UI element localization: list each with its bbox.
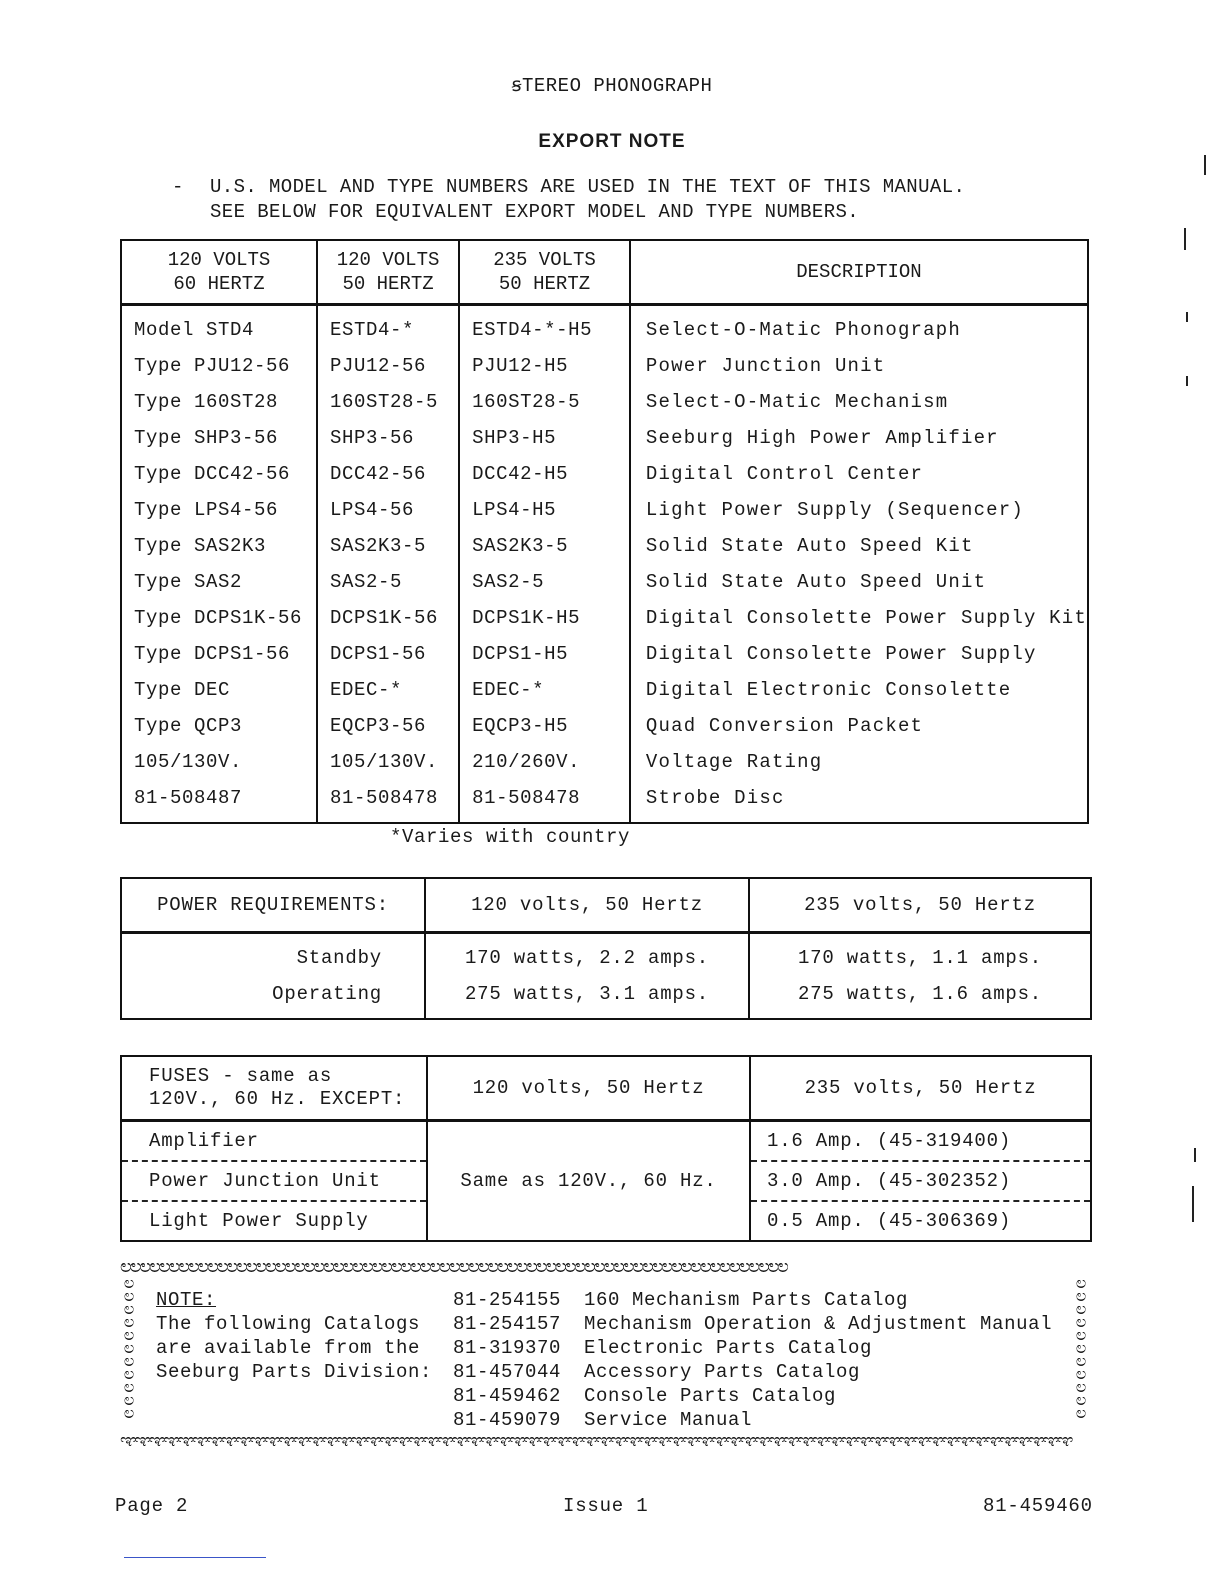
description-cell: Voltage Rating — [630, 744, 1088, 780]
section-heading: EXPORT NOTE — [538, 131, 686, 152]
export-120v-cell: DCC42-56 — [317, 456, 459, 492]
table-row — [121, 492, 1088, 528]
table-row — [121, 456, 1088, 492]
table-row — [121, 305, 1088, 349]
page-title: ꞩTEREO PHONOGRAPH — [511, 75, 713, 97]
export-120v-cell: DCPS1K-56 — [317, 600, 459, 636]
description-cell: Seeburg High Power Amplifier — [630, 420, 1088, 456]
export-120v-cell: EDEC-* — [317, 672, 459, 708]
catalog-number: 81-254157 — [453, 1313, 562, 1335]
fuse-value: 3.0 Amp. (45-302352) — [750, 1161, 1091, 1201]
table-row — [121, 744, 1088, 780]
us-model-cell: 81-508487 — [134, 787, 243, 809]
description-cell: Select-O-Matic Phonograph — [630, 305, 1088, 349]
us-model-cell: Type PJU12-56 — [134, 355, 291, 377]
table-row — [121, 1121, 1091, 1162]
table-row — [121, 564, 1088, 600]
export-235v-cell: EDEC-* — [459, 672, 630, 708]
export-120v-cell: DCPS1-56 — [317, 636, 459, 672]
description-cell: Strobe Disc — [630, 780, 1088, 823]
export-235v-cell: DCPS1K-H5 — [459, 600, 630, 636]
table-row — [121, 672, 1088, 708]
us-model-cell: Model STD4 — [134, 319, 255, 341]
note-line-1: U.S. MODEL AND TYPE NUMBERS ARE USED IN THE TEXT OF THIS MANUAL. — [210, 176, 966, 198]
power-row-label: Standby — [296, 947, 382, 969]
power-row-value: 275 watts, 3.1 amps. — [425, 976, 749, 1019]
export-235v-cell: SAS2-5 — [459, 564, 630, 600]
us-model-cell: Type DCC42-56 — [134, 463, 291, 485]
table-row — [121, 528, 1088, 564]
export-120v-cell: EQCP3-56 — [317, 708, 459, 744]
export-120v-cell: SAS2-5 — [317, 564, 459, 600]
catalog-name: Mechanism Operation & Adjustment Manual — [584, 1313, 1053, 1335]
col-header-120v-50hz: 120 VOLTS 50 HERTZ — [317, 240, 459, 305]
export-120v-cell: 81-508478 — [317, 780, 459, 823]
description-cell: Digital Electronic Consolette — [630, 672, 1088, 708]
col-header-235v-50hz: 235 VOLTS 50 HERTZ — [459, 240, 630, 305]
description-cell: Light Power Supply (Sequencer) — [630, 492, 1088, 528]
export-235v-cell: PJU12-H5 — [459, 348, 630, 384]
catalog-name: Accessory Parts Catalog — [584, 1361, 861, 1383]
note-text-line: The following Catalogs — [156, 1313, 421, 1335]
ornament-border-bottom: ಞಞಞಞಞಞಞಞಞಞಞಞಞಞಞಞಞಞಞಞಞಞಞಞಞಞಞಞಞಞಞಞಞಞಞಞಞಞಞಞಞಞಞಞಞಞಞಞಞಞಞಞಞಞಞಞಞಞಞಞಞಞಞಞಞಞ — [120, 1432, 1072, 1450]
table-row — [121, 708, 1088, 744]
power-row-label: Operating — [272, 983, 382, 1005]
table-row — [121, 976, 1091, 1019]
export-235v-cell: 160ST28-5 — [459, 384, 630, 420]
export-120v-cell: SHP3-56 — [317, 420, 459, 456]
fuse-item: Power Junction Unit — [121, 1161, 427, 1201]
export-120v-cell: SAS2K3-5 — [317, 528, 459, 564]
export-235v-cell: 81-508478 — [459, 780, 630, 823]
ornament-border-left: ಲಲಲಲಲಲಲಲಲಲಲ — [123, 1276, 135, 1422]
power-row-value: 170 watts, 2.2 amps. — [425, 933, 749, 977]
table-row — [121, 348, 1088, 384]
us-model-cell: Type SAS2 — [134, 571, 243, 593]
power-row-value: 170 watts, 1.1 amps. — [749, 933, 1091, 977]
export-235v-cell: EQCP3-H5 — [459, 708, 630, 744]
export-235v-cell: SAS2K3-5 — [459, 528, 630, 564]
us-model-cell: Type LPS4-56 — [134, 499, 279, 521]
table-row — [121, 384, 1088, 420]
power-requirements-table — [120, 877, 1092, 1020]
catalog-number: 81-459079 — [453, 1409, 562, 1431]
fuse-table — [120, 1055, 1092, 1242]
fuse-value: 1.6 Amp. (45-319400) — [750, 1121, 1091, 1162]
description-cell: Digital Consolette Power Supply Kit — [630, 600, 1088, 636]
bullet: - — [172, 176, 184, 198]
description-cell: Select-O-Matic Mechanism — [630, 384, 1088, 420]
table-row — [121, 600, 1088, 636]
power-row-value: 275 watts, 1.6 amps. — [749, 976, 1091, 1019]
table-row — [121, 780, 1088, 823]
export-235v-cell: ESTD4-*-H5 — [459, 305, 630, 349]
catalog-name: Service Manual — [584, 1409, 753, 1431]
table-header-row — [121, 240, 1088, 305]
catalog-name: 160 Mechanism Parts Catalog — [584, 1289, 909, 1311]
catalog-number: 81-459462 — [453, 1385, 562, 1407]
fuse-item: Amplifier — [121, 1121, 427, 1162]
description-cell: Solid State Auto Speed Kit — [630, 528, 1088, 564]
export-120v-cell: 160ST28-5 — [317, 384, 459, 420]
table-row — [121, 636, 1088, 672]
col-header-description: DESCRIPTION — [630, 240, 1088, 305]
us-model-cell: Type SHP3-56 — [134, 427, 279, 449]
fuse-item: Light Power Supply — [149, 1210, 369, 1232]
export-235v-cell: DCPS1-H5 — [459, 636, 630, 672]
note-text-line: are available from the — [156, 1337, 421, 1359]
catalog-number: 81-254155 — [453, 1289, 562, 1311]
export-120v-cell: PJU12-56 — [317, 348, 459, 384]
footnote: *Varies with country — [390, 826, 631, 848]
note-text-line: Seeburg Parts Division: — [156, 1361, 433, 1383]
table-header-row — [121, 1056, 1091, 1121]
export-235v-cell: LPS4-H5 — [459, 492, 630, 528]
us-model-cell: 105/130V. — [134, 751, 243, 773]
note-label: NOTE: — [156, 1289, 217, 1311]
catalog-name: Console Parts Catalog — [584, 1385, 837, 1407]
export-120v-cell: LPS4-56 — [317, 492, 459, 528]
us-model-cell: Type 160ST28 — [134, 391, 279, 413]
table-row — [121, 933, 1091, 977]
power-header-label: POWER REQUIREMENTS: — [121, 878, 425, 933]
us-model-cell: Type SAS2K3 — [134, 535, 267, 557]
export-235v-cell: DCC42-H5 — [459, 456, 630, 492]
catalog-note-box — [120, 1258, 1090, 1450]
bottom-rule — [124, 1557, 266, 1558]
description-cell: Digital Consolette Power Supply — [630, 636, 1088, 672]
model-equivalents-table — [120, 239, 1089, 824]
catalog-name: Electronic Parts Catalog — [584, 1337, 873, 1359]
catalog-number: 81-457044 — [453, 1361, 562, 1383]
catalog-number: 81-319370 — [453, 1337, 562, 1359]
note-line-2: SEE BELOW FOR EQUIVALENT EXPORT MODEL AND TYPE NUMBERS. — [210, 201, 860, 223]
export-120v-cell: ESTD4-* — [317, 305, 459, 349]
table-row — [121, 420, 1088, 456]
fuse-header-label: FUSES - same as 120V., 60 Hz. EXCEPT: — [121, 1056, 427, 1121]
fuse-value: 0.5 Amp. (45-306369) — [750, 1201, 1091, 1241]
export-120v-cell: 105/130V. — [317, 744, 459, 780]
power-header-120v: 120 volts, 50 Hertz — [425, 878, 749, 933]
description-cell: Power Junction Unit — [630, 348, 1088, 384]
footer-doc-number: 81-459460 — [983, 1495, 1093, 1517]
export-235v-cell: SHP3-H5 — [459, 420, 630, 456]
footer-page: Page 2 — [115, 1495, 189, 1517]
description-cell: Digital Control Center — [630, 456, 1088, 492]
us-model-cell: Type DCPS1-56 — [134, 643, 291, 665]
ornament-border-top: ಲಲಲಲಲಲಲಲಲಲಲಲಲಲಲಲಲಲಲಲಲಲಲಲಲಲಲಲಲಲಲಲಲಲಲಲಲಲಲಲಲಲಲಲಲಲಲಲಲಲಲಲಲಲಲಲಲಲಲಲಲಲಲಲಲಲಲಲಲ — [120, 1258, 787, 1276]
ornament-border-right: ಲಲಲಲಲಲಲಲಲಲಲ — [1075, 1276, 1087, 1422]
power-header-235v: 235 volts, 50 Hertz — [749, 878, 1091, 933]
us-model-cell: Type QCP3 — [134, 715, 243, 737]
fuse-same-as: Same as 120V., 60 Hz. — [427, 1121, 750, 1242]
description-cell: Solid State Auto Speed Unit — [630, 564, 1088, 600]
fuse-header-120v: 120 volts, 50 Hertz — [427, 1056, 750, 1121]
col-header-120v-60hz: 120 VOLTS 60 HERTZ — [121, 240, 317, 305]
fuse-header-235v: 235 volts, 50 Hertz — [750, 1056, 1091, 1121]
footer-issue: Issue 1 — [563, 1495, 649, 1517]
description-cell: Quad Conversion Packet — [630, 708, 1088, 744]
table-header-row — [121, 878, 1091, 933]
export-235v-cell: 210/260V. — [459, 744, 630, 780]
us-model-cell: Type DEC — [134, 679, 231, 701]
us-model-cell: Type DCPS1K-56 — [134, 607, 303, 629]
